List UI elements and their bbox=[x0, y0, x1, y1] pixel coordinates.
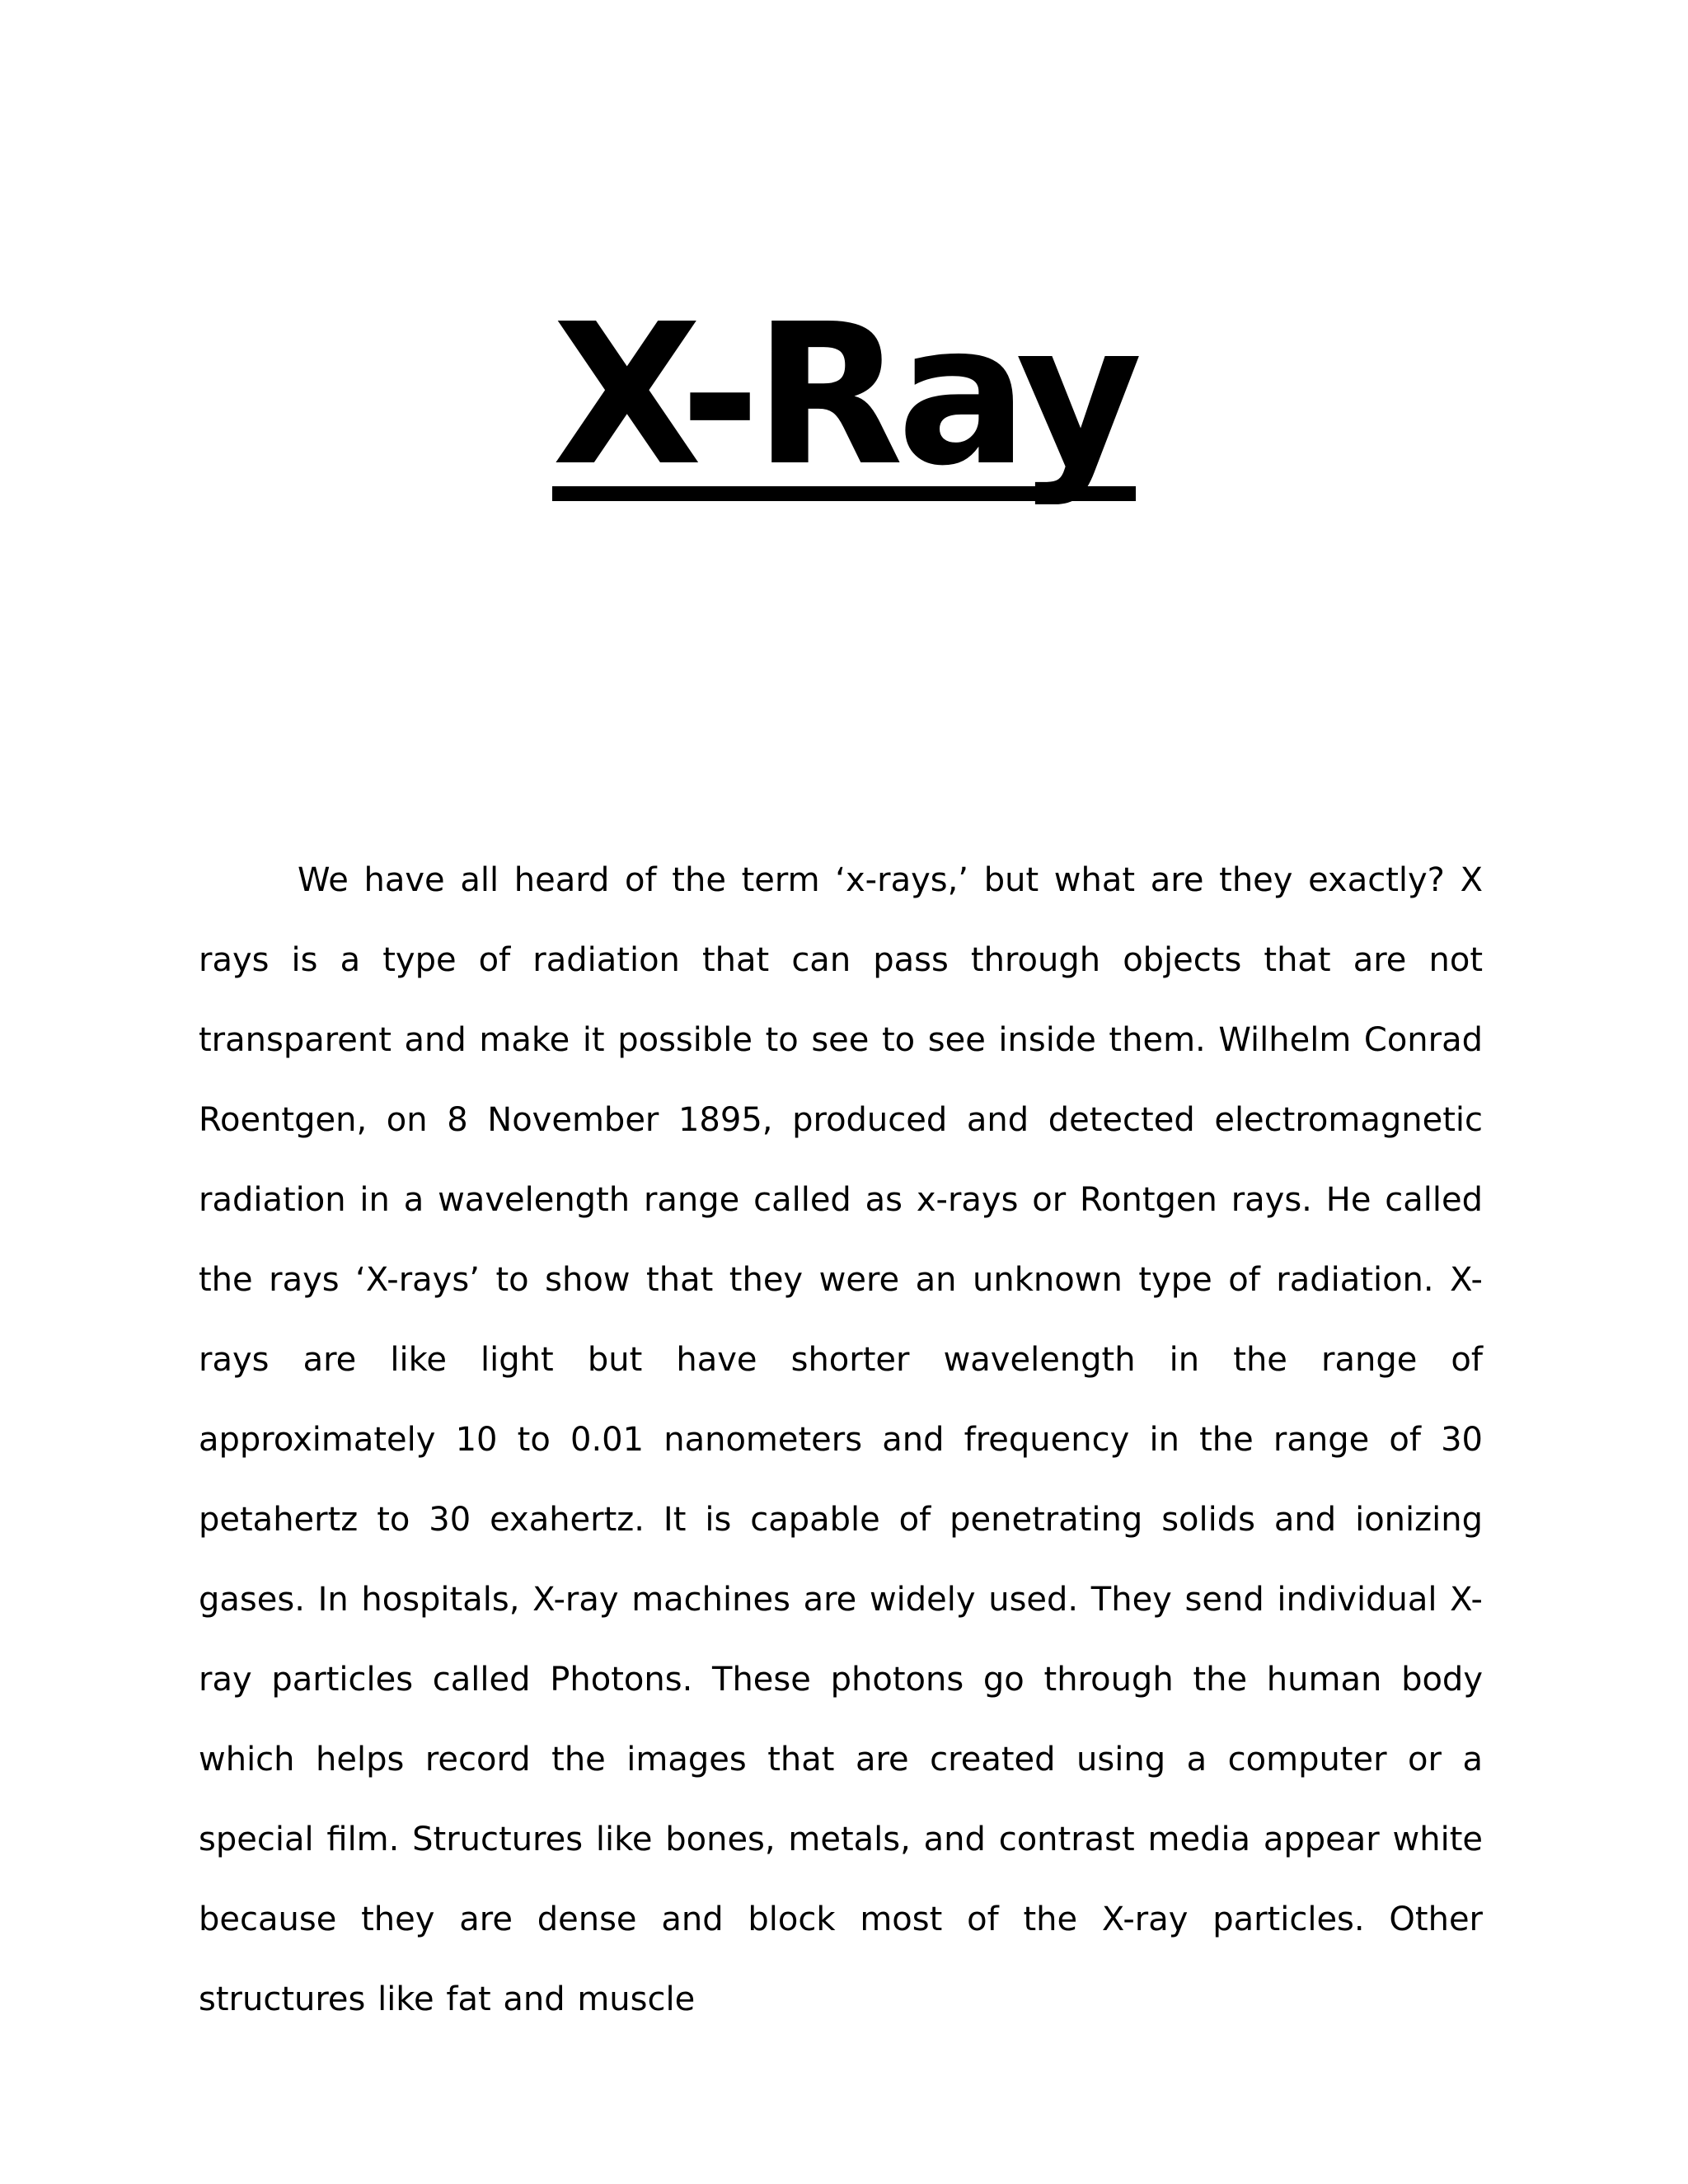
page-title-text: X-Ray bbox=[551, 282, 1137, 509]
body-paragraph: We have all heard of the term ‘x-rays,’ but what are they exactly? X rays is a type of radiation that can pass through objects that are not transparent and make it possible to see to see inside them. Wilhelm Conrad Roentgen, on 8 November 1895, produced and detected electromagnetic radiation in a wavelength range called as x-rays or Rontgen rays. He called the rays ‘X-rays’ to show that they were an unknown type of radiation. X-rays are like light but have shorter wavelength in the range of approximately 10 to 0.01 nanometers and frequency in the range of 30 petahertz to 30 exahertz. It is capable of penetrating solids and ionizing gases. In hospitals, X-ray machines are widely used. They send individual X-ray particles called Photons. These photons go through the human body which helps record the images that are created using a computer or a special film. Structures like bones, metals, and contrast media appear white because they are dense and block most of the X-ray particles. Other structures like fat and muscle bbox=[199, 861, 1483, 2018]
page-title bbox=[0, 282, 1688, 509]
